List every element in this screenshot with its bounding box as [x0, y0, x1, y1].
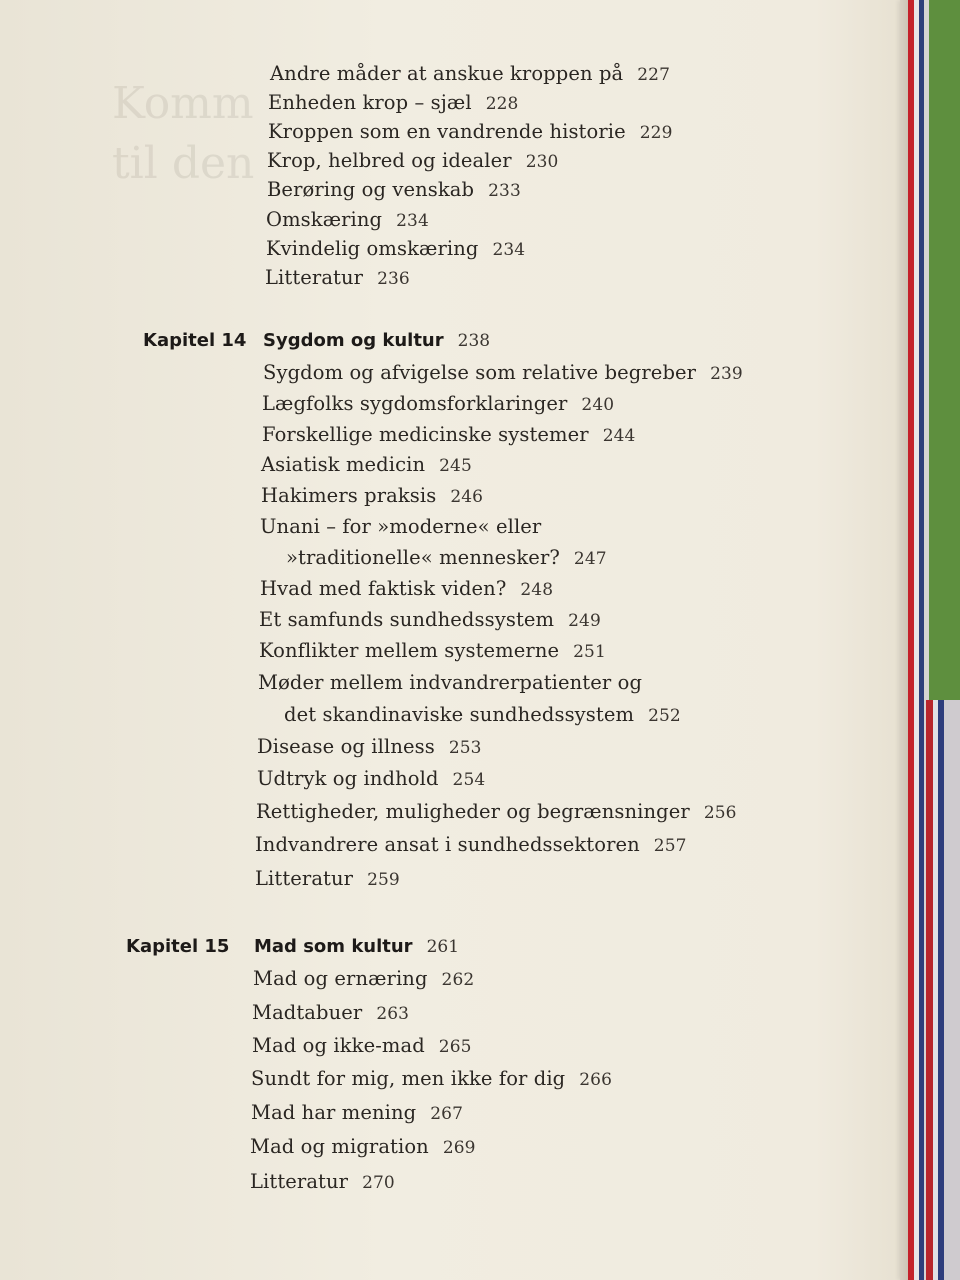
toc-entry-title: Mad og ernæring: [253, 967, 428, 990]
toc-entry-page: 265: [438, 1037, 472, 1057]
toc-entry: [268, 120, 672, 143]
toc-entry-page: 270: [362, 1173, 395, 1193]
chapter-page: 238: [457, 331, 491, 351]
toc-entry-title: Hakimers praksis: [261, 484, 437, 507]
toc-entry: [258, 671, 642, 694]
toc-entry-title: Et samfunds sundhedssystem: [259, 608, 555, 631]
toc-entry-title: Mad og migration: [250, 1135, 429, 1158]
toc-entry-page: 257: [653, 836, 687, 856]
toc-entry-title: Kvindelig omskæring: [266, 237, 479, 260]
toc-entry: [270, 62, 670, 85]
toc-entry-title: Forskellige medicinske systemer: [262, 423, 589, 446]
chapter-heading: [263, 330, 490, 351]
toc-entry-page: 236: [377, 269, 410, 289]
toc-entry-title: Enheden krop – sjæl: [268, 91, 472, 114]
toc-entry-title: Lægfolks sygdomsforklaringer: [262, 392, 568, 415]
toc-entry-continuation: [284, 703, 681, 726]
toc-entry: [262, 423, 635, 446]
toc-entry: [251, 1067, 612, 1090]
toc-entry: [265, 266, 410, 289]
chapter-heading: [254, 936, 459, 957]
toc-entry-page: 227: [637, 65, 671, 85]
toc-entry-page: 262: [441, 970, 475, 990]
bleed-through-text: Komm: [112, 78, 254, 129]
toc-entry-title: Sygdom og afvigelse som relative begreber: [263, 361, 697, 384]
striped-cloth-fold: [926, 700, 960, 1280]
toc-entry-title: Konflikter mellem systemerne: [259, 639, 560, 662]
toc-entry: [266, 208, 429, 231]
toc-entry: [253, 967, 474, 990]
toc-entry-title: Møder mellem indvandrerpatienter og: [258, 671, 643, 694]
toc-entry-page: 254: [452, 770, 486, 790]
toc-entry: [260, 515, 541, 538]
toc-entry-title: Omskæring: [266, 208, 383, 231]
toc-entry-title: Rettigheder, muligheder og begrænsninger: [256, 800, 690, 823]
toc-entry-page: 266: [579, 1070, 613, 1090]
toc-entry-title: Krop, helbred og idealer: [267, 149, 512, 172]
toc-entry-page: 246: [450, 487, 484, 507]
toc-entry-page: 259: [367, 870, 400, 890]
toc-entry: [255, 833, 687, 856]
toc-entry-title: »traditionelle« mennesker?: [286, 546, 560, 569]
toc-entry-page: 256: [703, 803, 737, 823]
toc-entry-page: 249: [568, 611, 601, 631]
toc-entry-page: 245: [439, 456, 472, 476]
toc-entry: [259, 608, 601, 631]
toc-entry: [252, 1034, 472, 1057]
toc-entry-title: Kroppen som en vandrende historie: [268, 120, 626, 143]
toc-entry: [263, 361, 743, 384]
toc-entry-title: Madtabuer: [252, 1001, 363, 1024]
toc-entry: [257, 767, 485, 790]
toc-entry-page: 251: [573, 642, 606, 662]
toc-entry-title: Udtryk og indhold: [257, 767, 439, 790]
toc-entry-page: 229: [639, 123, 673, 143]
toc-entry-page: 247: [573, 549, 607, 569]
chapter-page: 261: [426, 937, 460, 957]
toc-entry-title: Andre måder at anskue kroppen på: [270, 62, 624, 85]
toc-entry: [260, 577, 553, 600]
toc-entry-title: Hvad med faktisk viden?: [260, 577, 507, 600]
toc-entry-page: 230: [525, 152, 559, 172]
toc-entry-page: 228: [485, 94, 519, 114]
toc-entry: [251, 1101, 463, 1124]
toc-entry-title: Disease og illness: [257, 735, 435, 758]
toc-entry-title: Mad og ikke-mad: [252, 1034, 425, 1057]
toc-entry: [255, 867, 400, 890]
toc-entry-title: det skandinaviske sundhedssystem: [284, 703, 635, 726]
toc-entry-page: 233: [488, 181, 521, 201]
toc-entry: [267, 178, 521, 201]
toc-entry-continuation: [286, 546, 607, 569]
toc-entry: [266, 237, 525, 260]
toc-entry: [250, 1170, 395, 1193]
toc-entry-page: 234: [396, 211, 429, 231]
chapter-label: Kapitel 15: [126, 936, 230, 957]
toc-entry: [259, 639, 606, 662]
toc-entry-page: 248: [520, 580, 554, 600]
toc-entry-title: Berøring og venskab: [267, 178, 475, 201]
toc-entry-page: 234: [492, 240, 526, 260]
chapter-title: Mad som kultur: [254, 936, 413, 957]
toc-entry: [261, 484, 483, 507]
toc-entry-page: 239: [710, 364, 743, 384]
chapter-title: Sygdom og kultur: [263, 330, 444, 351]
toc-entry-title: Indvandrere ansat i sundhedssektoren: [255, 833, 640, 856]
toc-entry: [252, 1001, 409, 1024]
toc-entry: [256, 800, 737, 823]
toc-entry-page: 253: [448, 738, 482, 758]
toc-entry-title: Unani – for »moderne« eller: [260, 515, 542, 538]
bleed-through-text: til den: [112, 138, 255, 189]
toc-entry-title: Litteratur: [265, 266, 364, 289]
toc-entry-title: Litteratur: [250, 1170, 349, 1193]
toc-entry-page: 267: [430, 1104, 463, 1124]
toc-entry: [262, 392, 614, 415]
toc-entry-page: 244: [602, 426, 636, 446]
toc-entry-title: Mad har mening: [251, 1101, 417, 1124]
toc-entry-title: Sundt for mig, men ikke for dig: [251, 1067, 566, 1090]
toc-entry: [250, 1135, 476, 1158]
toc-entry-title: Asiatisk medicin: [261, 453, 426, 476]
toc-entry-title: Litteratur: [255, 867, 354, 890]
toc-entry-page: 269: [442, 1138, 476, 1158]
chapter-label: Kapitel 14: [143, 330, 247, 351]
toc-entry-page: 252: [648, 706, 681, 726]
toc-entry-page: 240: [581, 395, 615, 415]
toc-entry: [261, 453, 472, 476]
toc-entry: [268, 91, 518, 114]
toc-entry: [257, 735, 482, 758]
toc-entry-page: 263: [376, 1004, 410, 1024]
toc-entry: [267, 149, 558, 172]
